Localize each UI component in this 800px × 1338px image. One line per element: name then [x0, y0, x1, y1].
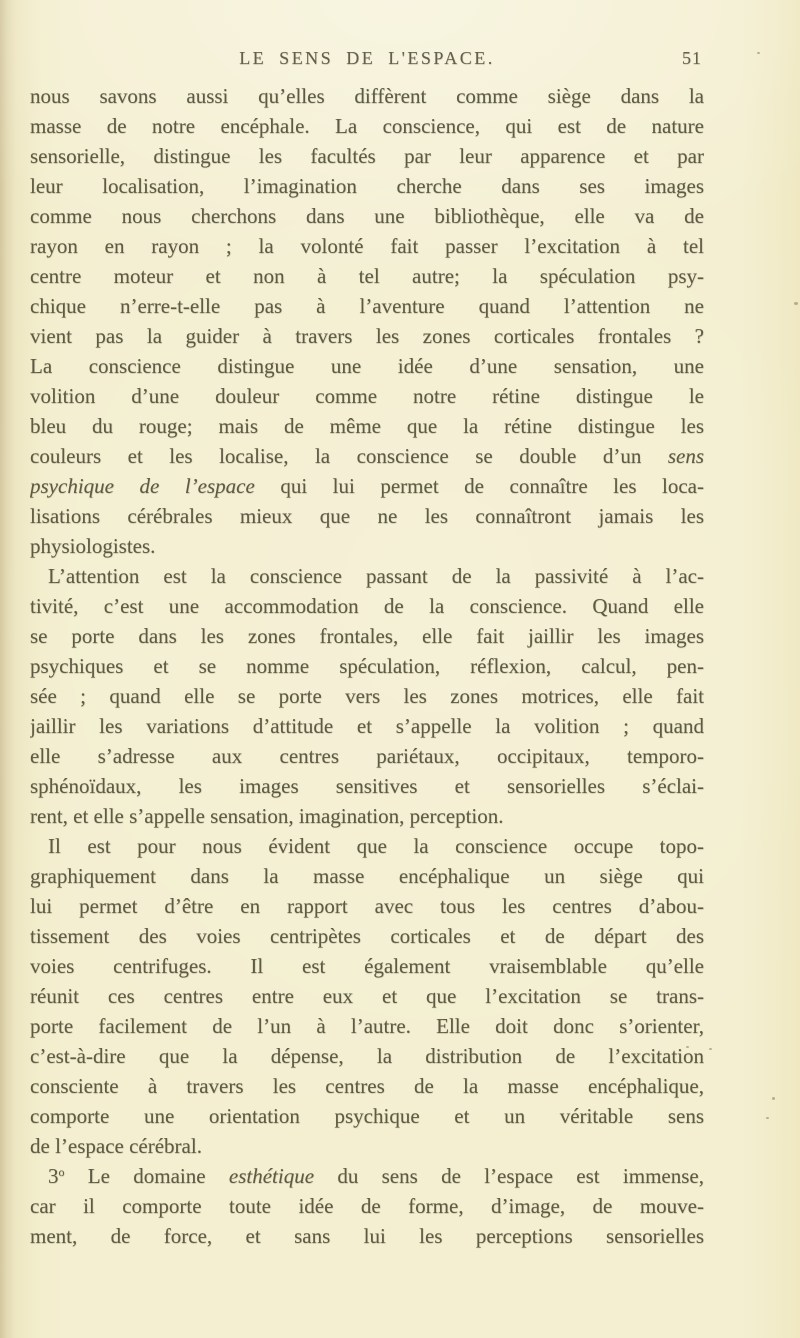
text-line: voies centrifuges. Il est également vraisemblable qu’elle: [30, 954, 704, 978]
text-line: consciente à travers les centres de la masse encéphalique,: [30, 1074, 704, 1098]
paper-speck: [686, 1046, 689, 1048]
paper-speck: [766, 1117, 769, 1119]
text-line: se porte dans les zones frontales, elle fait jaillir les images: [30, 624, 704, 648]
text-line: sensorielle, distingue les facultés par leur apparence et par: [30, 144, 704, 168]
text-line: couleurs et les localise, la conscience se double d’un sens: [30, 444, 704, 468]
text-line: La conscience distingue une idée d’une sensation, une: [30, 354, 704, 378]
text-line: comporte une orientation psychique et un véritable sens: [30, 1104, 704, 1128]
text-line: bleu du rouge; mais de même que la rétine distingue les: [30, 414, 704, 438]
text-line: car il comporte toute idée de forme, d’image, de mouve-: [30, 1194, 704, 1218]
page-text: [30, 81, 704, 1251]
text-line: chique n’erre-t-elle pas à l’aventure quand l’attention ne: [30, 294, 704, 318]
text-line: ment, de force, et sans lui les perceptions sensorielles: [30, 1224, 704, 1248]
text-line: masse de notre encéphale. La conscience, qui est de nature: [30, 114, 704, 138]
text-line: rayon en rayon ; la volonté fait passer l’excitation à tel: [30, 234, 704, 258]
page-header: [30, 48, 704, 74]
paper-speck: [709, 1048, 712, 1050]
text-line: elle s’adresse aux centres pariétaux, occipitaux, temporo-: [30, 744, 704, 768]
text-line: rent, et elle s’appelle sensation, imagination, perception.: [30, 804, 504, 828]
text-line: c’est-à-dire que la dépense, la distribution de l’excitation: [30, 1044, 704, 1068]
text-line: comme nous cherchons dans une bibliothèque, elle va de: [30, 204, 704, 228]
paragraph: [30, 831, 704, 1161]
text-line: sée ; quand elle se porte vers les zones motrices, elle fait: [30, 684, 704, 708]
text-line: tissement des voies centripètes corticales et de départ des: [30, 924, 704, 948]
text-line: jaillir les variations d’attitude et s’appelle la volition ; quand: [30, 714, 704, 738]
text-line: sphénoïdaux, les images sensitives et sensorielles s’éclai-: [30, 774, 704, 798]
paragraph: [30, 81, 704, 561]
text-line: réunit ces centres entre eux et que l’excitation se trans-: [30, 984, 704, 1008]
text-line: physiologistes.: [30, 534, 156, 558]
text-line: lui permet d’être en rapport avec tous les centres d’abou-: [30, 894, 704, 918]
page-number: 51: [682, 48, 702, 68]
paragraph: [30, 1161, 704, 1251]
text-line: tivité, c’est une accommodation de la conscience. Quand elle: [30, 594, 704, 618]
text-line: psychiques et se nomme spéculation, réflexion, calcul, pen-: [30, 654, 704, 678]
paper-speck: [794, 302, 798, 305]
text-line: L’attention est la conscience passant de la passivité à l’ac-: [48, 564, 704, 588]
text-line: Il est pour nous évident que la conscience occupe topo-: [48, 834, 704, 858]
text-line: centre moteur et non à tel autre; la spéculation psy-: [30, 264, 704, 288]
paragraph: [30, 561, 704, 831]
text-line: nous savons aussi qu’elles diffèrent comme siège dans la: [30, 84, 704, 108]
text-line: vient pas la guider à travers les zones corticales frontales ?: [30, 324, 704, 348]
running-title: LE SENS DE L'ESPACE.: [239, 48, 495, 68]
paper-speck: [772, 1097, 775, 1100]
paper-speck: [757, 52, 760, 54]
text-line: graphiquement dans la masse encéphalique un siège qui: [30, 864, 704, 888]
text-line: psychique de l’espace qui lui permet de connaître les loca-: [30, 474, 704, 498]
text-line: porte facilement de l’un à l’autre. Elle doit donc s’orienter,: [30, 1014, 704, 1038]
text-line: leur localisation, l’imagination cherche dans ses images: [30, 174, 704, 198]
text-line: 3$^o$ Le domaine esthétique du sens de l’espace est immense,: [48, 1164, 704, 1188]
text-line: volition d’une douleur comme notre rétine distingue le: [30, 384, 704, 408]
text-line: lisations cérébrales mieux que ne les connaîtront jamais les: [30, 504, 704, 528]
text-line: de l’espace cérébral.: [30, 1134, 202, 1158]
